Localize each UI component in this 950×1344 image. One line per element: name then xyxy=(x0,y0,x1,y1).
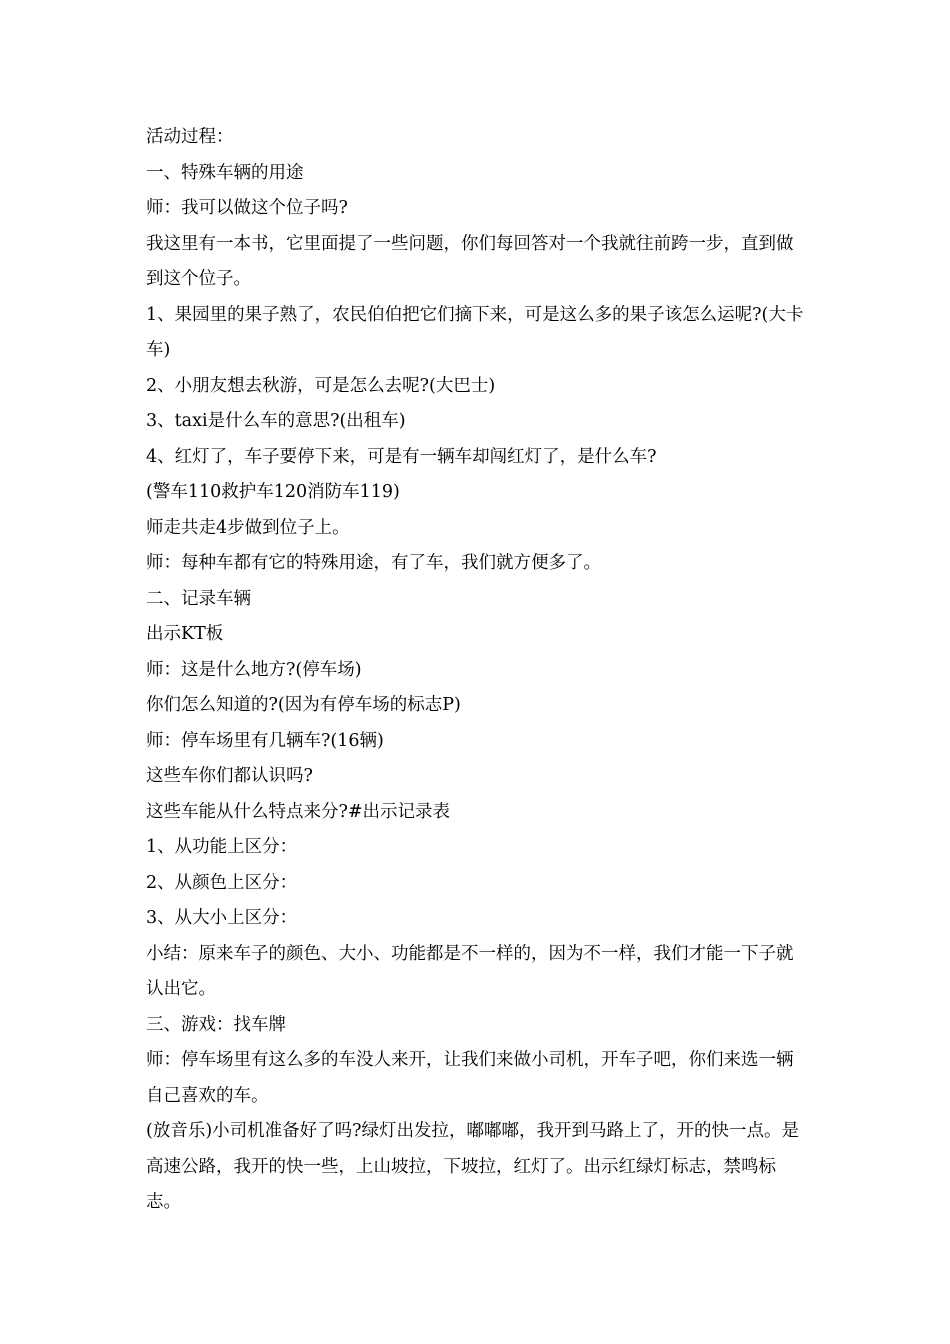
question-item: 2、小朋友想去秋游，可是怎么去呢?(大巴士) xyxy=(146,375,496,396)
list-item: 2、从颜色上区分： xyxy=(146,872,298,893)
paragraph: 师：每种车都有它的特殊用途，有了车，我们就方便多了。 xyxy=(146,553,601,573)
list-item: 1、从功能上区分： xyxy=(146,837,298,857)
paragraph: 师：停车场里有几辆车?(16辆) xyxy=(146,730,384,751)
question-item: 1、果园里的果子熟了，农民伯伯把它们摘下来，可是这么多的果子该怎么运呢?(大卡车) xyxy=(146,304,804,360)
paragraph: 这些车你们都认识吗? xyxy=(146,766,313,786)
paragraph-activity-process: 活动过程： xyxy=(146,127,234,147)
heading-game-find-plate: 三、游戏：找车牌 xyxy=(146,1014,286,1035)
document-body xyxy=(146,120,808,1221)
paragraph: 我这里有一本书，它里面提了一些问题，你们每回答对一个我就往前跨一步，直到做到这个位子。 xyxy=(146,233,794,289)
heading-special-vehicle-use: 一、特殊车辆的用途 xyxy=(146,162,304,183)
paragraph: 师：停车场里有这么多的车没人来开，让我们来做小司机，开车子吧，你们来选一辆自己喜欢的车。 xyxy=(146,1050,794,1106)
paragraph: 师：我可以做这个位子吗? xyxy=(146,198,348,218)
paragraph: 出示KT板 xyxy=(146,624,224,644)
summary-paragraph: 小结：原来车子的颜色、大小、功能都是不一样的，因为不一样，我们才能一下子就认出它。 xyxy=(146,943,794,999)
paragraph: (放音乐)小司机准备好了吗?绿灯出发拉，嘟嘟嘟，我开到马路上了，开的快一点。是高速公路，我开的快一些，上山坡拉，下坡拉，红灯了。出示红绿灯标志，禁鸣标志。 xyxy=(146,1121,800,1212)
paragraph: 师：这是什么地方?(停车场) xyxy=(146,659,362,680)
heading-record-vehicles: 二、记录车辆 xyxy=(146,588,251,609)
paragraph: 这些车能从什么特点来分?#出示记录表 xyxy=(146,801,451,822)
list-item: 3、从大小上区分： xyxy=(146,908,298,928)
paragraph: (警车110救护车120消防车119) xyxy=(146,482,400,502)
paragraph: 师走共走4步做到位子上。 xyxy=(146,517,350,538)
question-item: 4、红灯了，车子要停下来，可是有一辆车却闯红灯了，是什么车? xyxy=(146,446,657,467)
question-item: 3、taxi是什么车的意思?(出租车) xyxy=(146,411,406,431)
paragraph: 你们怎么知道的?(因为有停车场的标志P) xyxy=(146,695,461,715)
